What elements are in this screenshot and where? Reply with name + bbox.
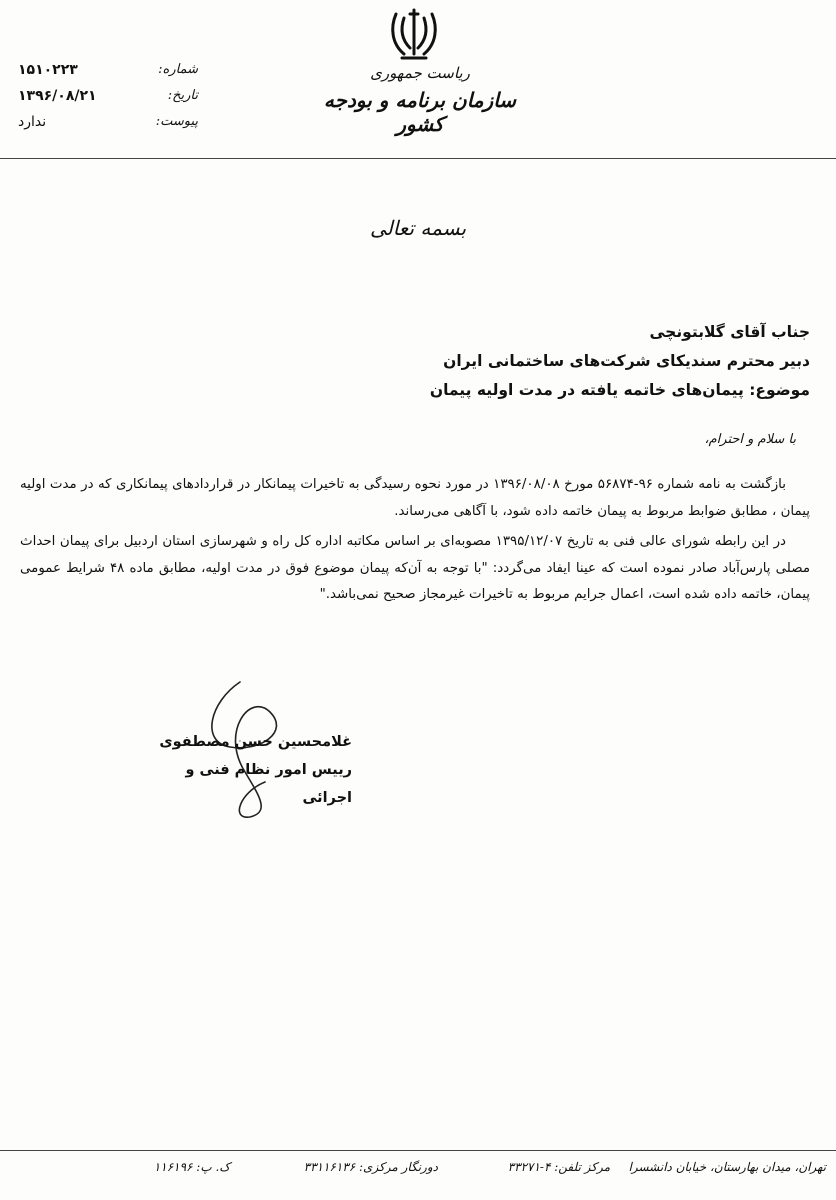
- footer-fax: دورنگار مرکزی: ۳۳۱۱۶۱۳۶: [303, 1160, 438, 1174]
- signer-name: غلامحسین حسن مصطفوی: [159, 734, 352, 750]
- letter-date: ۱۳۹۶/۰۸/۲۱: [18, 88, 97, 104]
- letter-body: [20, 472, 810, 609]
- meta-attachment: [10, 114, 200, 140]
- organization-line2: سازمان برنامه و بودجه کشور: [323, 88, 517, 136]
- footer-address: تهران، میدان بهارستان، خیابان دانشسرا: [628, 1160, 826, 1174]
- body-paragraph-2: در این رابطه شورای عالی فنی به تاریخ ۱۳۹۵/۱۲/۰۷ مصوبه‌ای بر اساس مکاتبه اداره کل راه و شهرسازی استان اردبیل برای پیمان احداث مصلی پارس‌آباد صادر نموده است که عینا ایفاد می‌گردد: "با توجه به آن‌که پیمان موضوع فوق در مدت اولیه، مطابق ماده ۴۸ شرایط عمومی پیمان، خاتمه داده شده است، اعمال جرایم مربوط به تاخیرات غیرمجاز صحیح نمی‌باشد.": [20, 534, 811, 602]
- signer-title: رییس امور نظام فنی و اجرائی: [185, 762, 352, 806]
- letter-number: ۱۵۱۰۲۲۳: [18, 62, 78, 78]
- header-divider: [0, 158, 836, 159]
- organization-heading: [300, 64, 540, 136]
- letter-meta: [10, 62, 200, 140]
- date-label: تاریخ:: [167, 88, 198, 103]
- recipient-name: جناب آقای گلابتونچی: [649, 323, 810, 341]
- recipient-title: دبیر محترم سندیکای شرکت‌های ساختمانی ایران: [443, 352, 810, 370]
- iran-emblem-icon: [388, 6, 440, 62]
- signer-block: [152, 728, 352, 812]
- organization-line1: ریاست جمهوری: [370, 64, 470, 82]
- meta-number: [10, 62, 200, 88]
- attachment-label: پیوست:: [155, 114, 198, 129]
- salutation: با سلام و احترام،: [704, 432, 796, 447]
- body-paragraph-1: بازگشت به نامه شماره ۹۶-۵۶۸۷۴ مورخ ۱۳۹۶/۰۸/۰۸ در مورد نحوه رسیدگی به تاخیرات پیمانکار در قراردادهای پیمانکاری که در مدت اولیه پیمان ، مطابق ضوابط مربوط به پیمان خاتمه داده شود، با آگاهی می‌رساند.: [20, 477, 810, 519]
- footer-divider: [0, 1150, 836, 1151]
- meta-date: [10, 88, 200, 114]
- bismillah: بسمه تعالی: [369, 216, 467, 240]
- footer-phone: مرکز تلفن: ۴-۳۳۲۷۱: [507, 1160, 610, 1174]
- letter-subject: موضوع: پیمان‌های خاتمه یافته در مدت اولیه پیمان: [429, 381, 810, 399]
- footer-postal-code: ک. پ: ۱۱۶۱۹۶: [153, 1160, 230, 1174]
- attachment-value: ندارد: [18, 114, 47, 130]
- number-label: شماره:: [158, 62, 198, 77]
- letter-footer: [0, 1156, 836, 1186]
- recipient-block: [210, 318, 810, 405]
